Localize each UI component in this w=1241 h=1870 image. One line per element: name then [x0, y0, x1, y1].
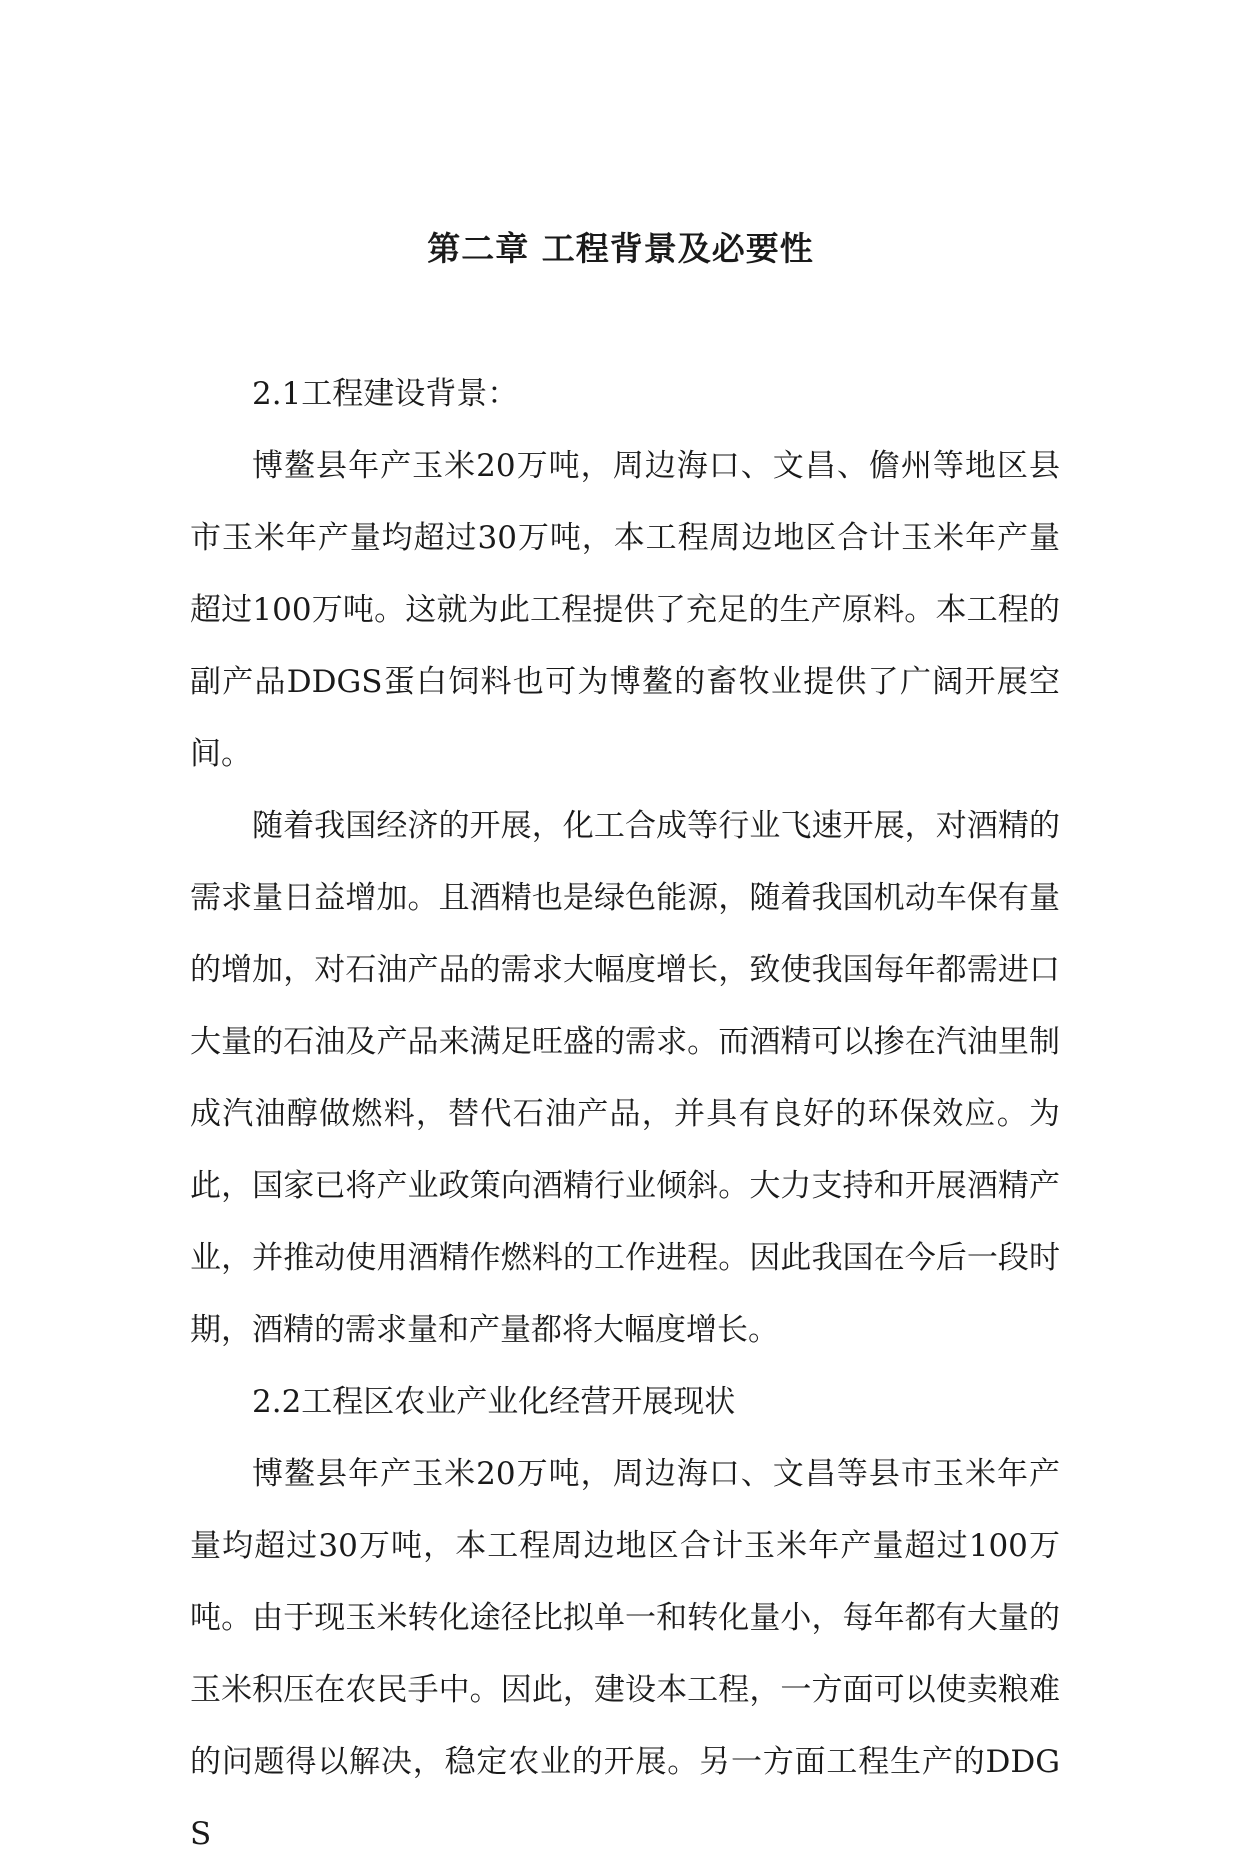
paragraph: 博鳌县年产玉米20万吨，周边海口、文昌、儋州等地区县市玉米年产量均超过30万吨，本工程周边地区合计玉米年产量超过100万吨。这就为此工程提供了充足的生产原料。本工程的副产品DDGS蛋白饲料也可为博鳌的畜牧业提供了广阔开展空间。	[190, 448, 1060, 772]
paragraph: 博鳌县年产玉米20万吨，周边海口、文昌等县市玉米年产量均超过30万吨，本工程周边地区合计玉米年产量超过100万吨。由于现玉米转化途径比拟单一和转化量小，每年都有大量的玉米积压在农民手中。因此，建设本工程，一方面可以使卖粮难的问题得以解决，稳定农业的开展。另一方面工程生产的DDGS	[190, 1456, 1060, 1852]
paragraph: 随着我国经济的开展，化工合成等行业飞速开展，对酒精的需求量日益增加。且酒精也是绿色能源，随着我国机动车保有量的增加，对石油产品的需求大幅度增长，致使我国每年都需进口大量的石油及产品来满足旺盛的需求。而酒精可以掺在汽油里制成汽油醇做燃料，替代石油产品，并具有良好的环保效应。为此，国家已将产业政策向酒精行业倾斜。大力支持和开展酒精产业，并推动使用酒精作燃料的工作进程。因此我国在今后一段时期，酒精的需求量和产量都将大幅度增长。	[190, 808, 1060, 1348]
section-heading-2-1: 2.1工程建设背景：	[252, 376, 519, 412]
section-heading-2-2: 2.2工程区农业产业化经营开展现状	[252, 1384, 736, 1420]
chapter-title: 第二章 工程背景及必要性	[427, 229, 814, 268]
document-body	[190, 358, 1060, 1870]
